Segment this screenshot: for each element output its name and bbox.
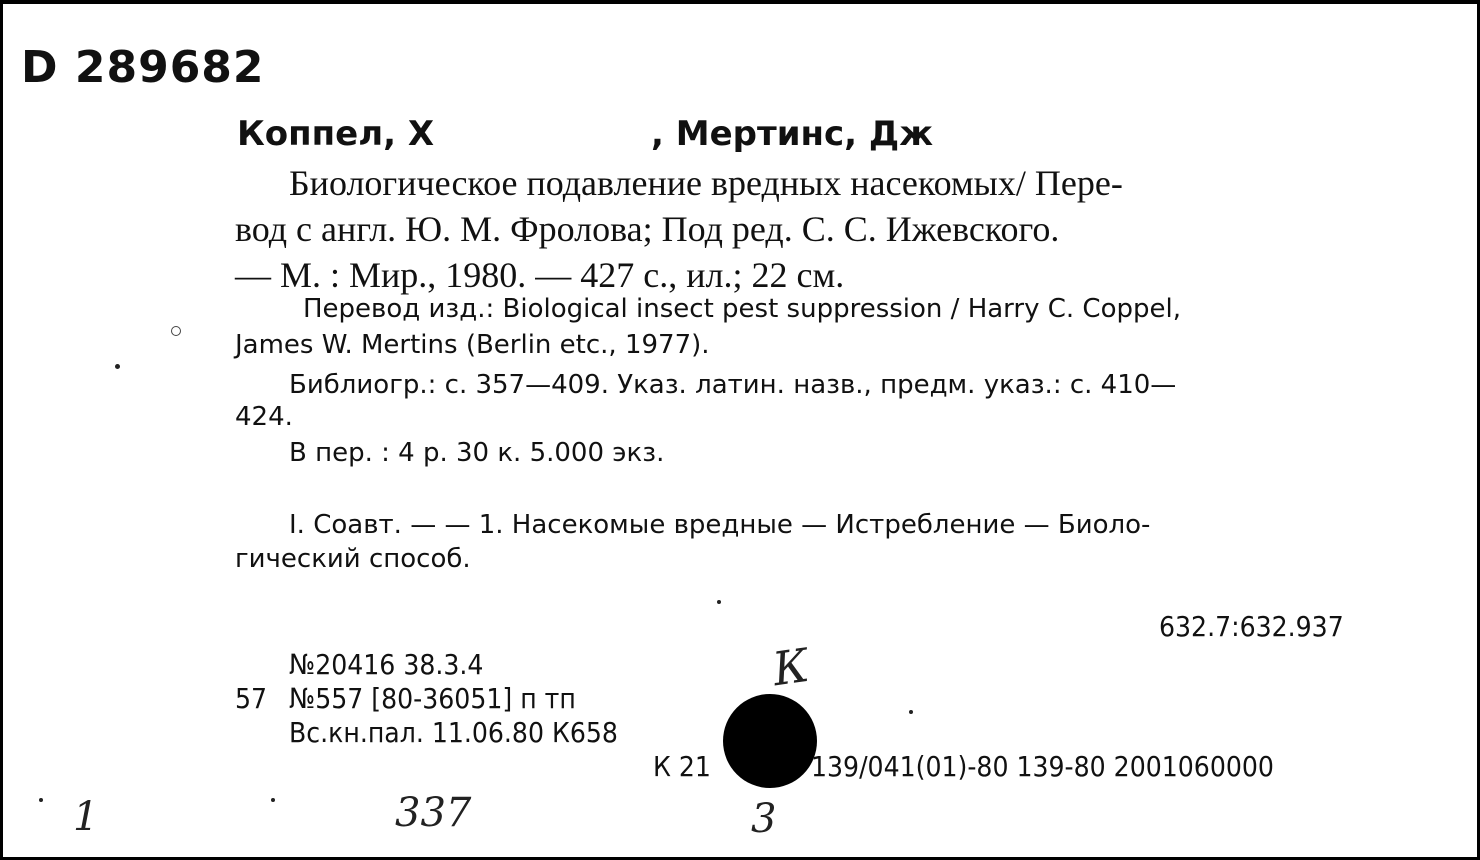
bottom-code-left: К 21 [653, 750, 711, 783]
title-line-2: вод с англ. Ю. М. Фролова; Под ред. С. С. Ижевского. [235, 209, 1060, 249]
handwritten-k: К [769, 637, 813, 697]
card-number: D 289682 [21, 42, 265, 93]
speck-mark [115, 364, 120, 369]
title-line-3: — М. : Мир., 1980. — 427 с., ил.; 22 см. [235, 255, 845, 295]
udc-code: 632.7:632.937 [1159, 610, 1344, 643]
speck-mark [717, 600, 721, 604]
title-line-1: Биологическое подавление вредных насекомых/ Пере- [289, 163, 1123, 203]
speck-mark [271, 798, 275, 802]
speck-mark [171, 326, 181, 336]
subject-line-1: I. Соавт. — — 1. Насекомые вредные — Истребление — Биоло- [289, 510, 1151, 540]
print-info-line-2: №557 [80-36051] п тп [289, 682, 576, 715]
print-info-line-1: №20416 38.3.4 [289, 648, 484, 681]
subject-line-2: гический способ. [235, 544, 471, 574]
original-title-line-1: Перевод изд.: Biological insect pest suppression / Harry C. Coppel, [303, 294, 1181, 324]
speck-mark [909, 710, 913, 714]
handwritten-number-middle: 337 [395, 790, 472, 836]
handwritten-number-right: 3 [751, 796, 777, 842]
print-info-line-3: Вс.кн.пал. 11.06.80 К658 [289, 716, 618, 749]
bottom-code-right: 139/041(01)-80 139-80 2001060000 [811, 750, 1274, 783]
handwritten-number-left: 1 [73, 794, 99, 840]
print-prefix: 57 [235, 682, 268, 715]
speck-mark [39, 798, 43, 802]
bibliography-line-2: 424. [235, 402, 293, 432]
author-primary: Коппел, Х [237, 114, 435, 154]
ink-blot [723, 694, 817, 788]
original-title-line-2: James W. Mertins (Berlin etc., 1977). [235, 330, 710, 360]
price-line: В пер. : 4 р. 30 к. 5.000 экз. [289, 438, 665, 468]
bibliography-line-1: Библиогр.: с. 357—409. Указ. латин. назв., предм. указ.: с. 410— [289, 370, 1177, 400]
author-secondary: , Мертинс, Дж [651, 114, 934, 154]
